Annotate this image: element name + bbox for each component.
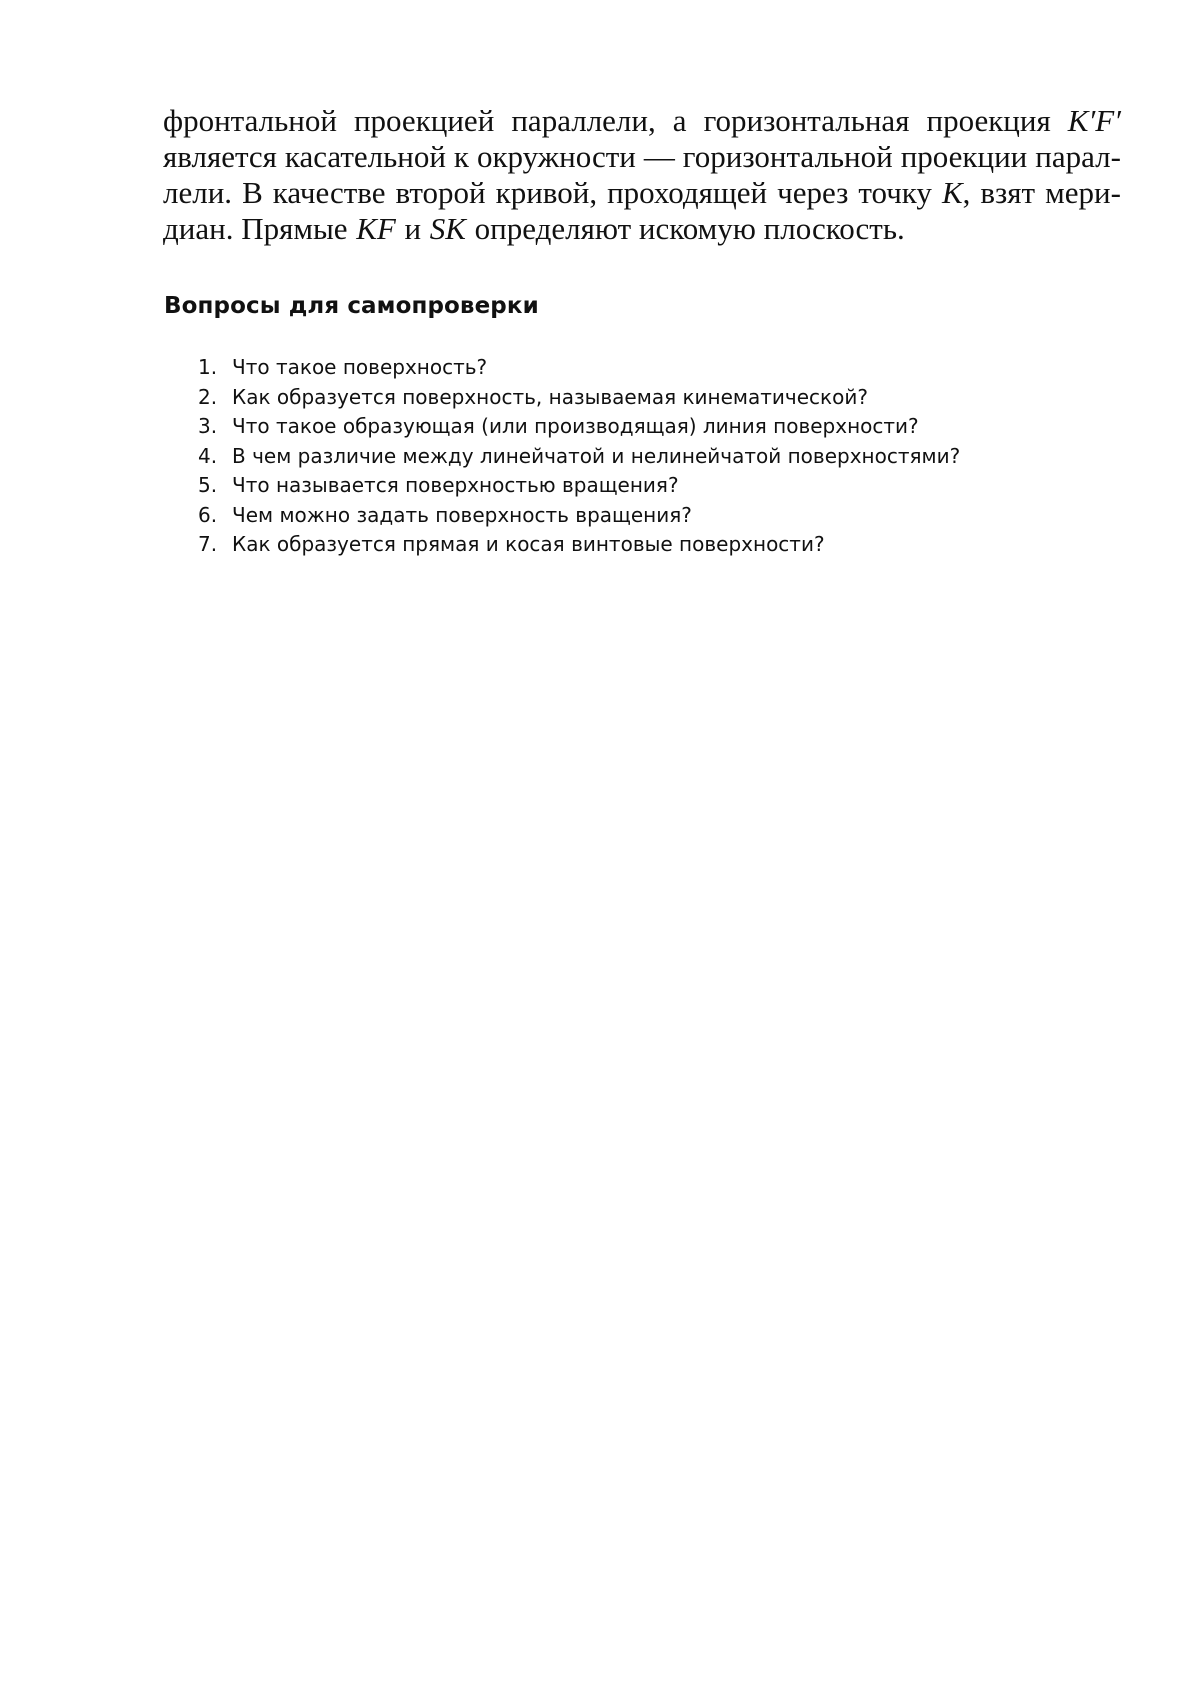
word: — [643,139,675,174]
math-expression-kf-prime: K′F′ [1067,103,1121,138]
word: проекция [926,103,1051,138]
paragraph-line-3 [163,175,1121,211]
math-point-group [942,175,970,211]
word: лели. [163,175,233,210]
math-expression-sk: SK [429,211,466,246]
word: горизонтальной [682,139,893,174]
question-number: 2. [198,384,218,409]
self-check-heading: Вопросы для самопроверки [164,293,539,319]
question-text: Как образуется поверхность, называемая кинематической? [232,384,868,409]
word: окружности [476,139,636,174]
math-expression-kf: KF [356,211,396,246]
math-expression-k: K [941,175,963,210]
question-number: 5. [198,473,218,497]
word: проходящей [607,175,768,210]
comma: , [962,175,971,210]
word: параллели, [511,103,656,138]
question-number: 1. [198,355,218,379]
word: В [242,175,263,210]
self-check-questions-list [198,353,1058,560]
question-text: Что называется поверхностью вращения? [232,473,679,497]
question-item [198,501,1058,531]
question-item [198,412,1058,442]
question-item [198,383,1058,413]
question-number: 6. [198,502,218,527]
word: является [163,139,277,174]
word: второй [395,175,486,210]
conjunction: и [404,211,422,246]
question-number: 7. [198,532,218,556]
word: кривой, [495,175,598,210]
main-paragraph [163,103,1121,247]
question-item [198,442,1058,472]
paragraph-line-4-lead: диан. Прямые [163,211,348,246]
paragraph-line-4-tail: определяют искомую плоскость. [474,211,905,246]
paragraph-line-2 [163,139,1121,175]
word: через [777,175,849,210]
word: а [672,103,687,138]
question-text: Чем можно задать поверхность вращения? [232,502,692,527]
question-text: Что такое поверхность? [232,355,488,379]
word: точку [858,175,932,210]
question-item [198,530,1058,560]
word: проекции [900,139,1028,174]
word: взят [980,175,1036,210]
word: фронтальной [163,103,337,138]
word: качестве [272,175,386,210]
word: касательной [284,139,446,174]
question-text: В чем различие между линейчатой и нелинейчатой поверхностями? [232,443,961,468]
question-number: 3. [198,414,218,438]
word: парал- [1035,139,1121,174]
question-number: 4. [198,443,218,468]
question-item [198,353,1058,383]
paragraph-line-1 [163,103,1121,139]
word: мери- [1045,175,1121,210]
word: проекцией [353,103,495,138]
question-item [198,471,1058,501]
paragraph-line-4 [163,211,1121,247]
word: к [453,139,469,174]
question-text: Как образуется прямая и косая винтовые поверхности? [232,532,825,556]
question-text: Что такое образующая (или производящая) линия поверхности? [232,414,919,438]
word: горизонтальная [703,103,910,138]
